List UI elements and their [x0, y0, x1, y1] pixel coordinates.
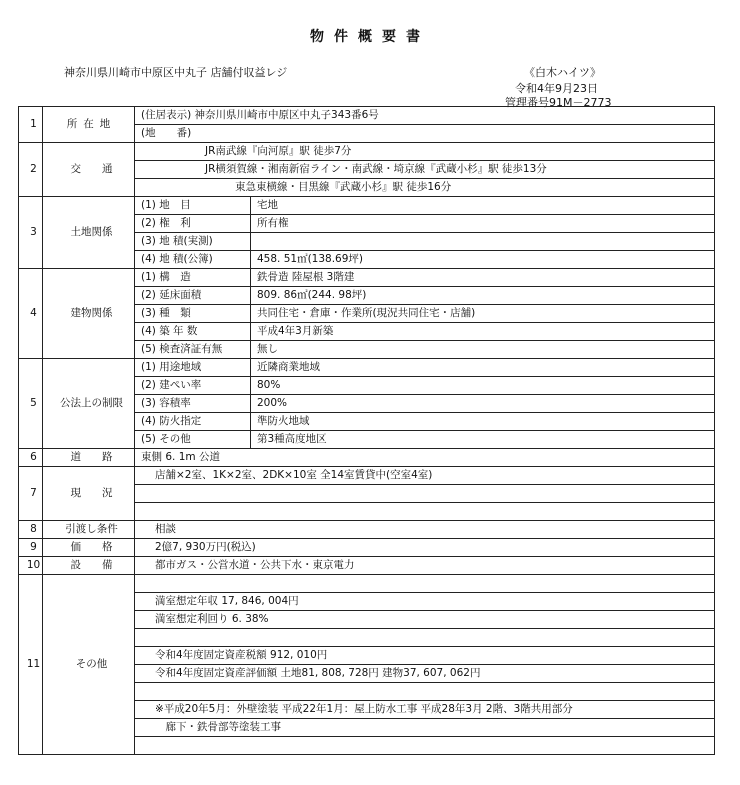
table-row	[19, 467, 715, 485]
item-value: 共同住宅・倉庫・作業所(現況共同住宅・店舗)	[251, 305, 715, 323]
item-key: (2) 権 利	[135, 215, 251, 233]
row-category: 公法上の制限	[43, 359, 135, 449]
table-row	[19, 449, 715, 467]
table-row	[19, 143, 715, 161]
table-row	[19, 575, 715, 593]
item-value: 近隣商業地域	[251, 359, 715, 377]
item-key: (4) 地 積(公簿)	[135, 251, 251, 269]
row-category: その他	[43, 575, 135, 755]
row-category: 現 況	[43, 467, 135, 521]
row-category: 建物関係	[43, 269, 135, 359]
item-value: 無し	[251, 341, 715, 359]
item-key: (1) 地 目	[135, 197, 251, 215]
item-key: (1) 用途地域	[135, 359, 251, 377]
item-value: 鉄骨造 陸屋根 3階建	[251, 269, 715, 287]
facilities-value: 都市ガス・公営水道・公共下水・東京電力	[135, 557, 715, 575]
item-key: (4) 防火指定	[135, 413, 251, 431]
row-category: 引渡し条件	[43, 521, 135, 539]
item-value: 458. 51㎡(138.69坪)	[251, 251, 715, 269]
other-line	[135, 683, 715, 701]
row-category: 価 格	[43, 539, 135, 557]
table-row	[19, 521, 715, 539]
row-number: 2	[19, 143, 43, 197]
row-number: 3	[19, 197, 43, 269]
item-key: (3) 地 積(実測)	[135, 233, 251, 251]
item-key: (2) 延床面積	[135, 287, 251, 305]
item-value: 第3種高度地区	[251, 431, 715, 449]
transport-line: JR南武線『向河原』駅 徒歩7分	[135, 143, 715, 161]
item-value: 平成4年3月新築	[251, 323, 715, 341]
table-row	[19, 107, 715, 125]
row-number: 7	[19, 467, 43, 521]
row-category: 道 路	[43, 449, 135, 467]
table-row	[19, 197, 715, 215]
other-line	[135, 737, 715, 755]
row-category: 設 備	[43, 557, 135, 575]
item-value	[251, 233, 715, 251]
item-value: 所有権	[251, 215, 715, 233]
item-key: (5) その他	[135, 431, 251, 449]
row-number: 4	[19, 269, 43, 359]
other-line: 満室想定年収 17, 846, 004円	[135, 593, 715, 611]
row-category: 交 通	[43, 143, 135, 197]
row-number: 1	[19, 107, 43, 143]
row-number: 6	[19, 449, 43, 467]
property-label: 神奈川県川崎市中原区中丸子 店舗付収益レジ	[64, 66, 288, 79]
row-number: 11	[19, 575, 43, 755]
other-line: 満室想定利回り 6. 38%	[135, 611, 715, 629]
row-number: 9	[19, 539, 43, 557]
item-key: (5) 検査済証有無	[135, 341, 251, 359]
road-value: 東側 6. 1m 公道	[135, 449, 715, 467]
management-number: 管理番号91M－2773	[505, 96, 612, 109]
other-line	[135, 575, 715, 593]
transport-line: JR横須賀線・湘南新宿ライン・南武線・埼京線『武蔵小杉』駅 徒歩13分	[135, 161, 715, 179]
item-key: (1) 構 造	[135, 269, 251, 287]
row-category: 所在地	[43, 107, 135, 143]
other-line: 令和4年度固定資産税額 912, 010円	[135, 647, 715, 665]
item-key: (2) 建ぺい率	[135, 377, 251, 395]
table-row	[19, 539, 715, 557]
transport-line: 東急東横線・目黒線『武蔵小杉』駅 徒歩16分	[135, 179, 715, 197]
current-status: 店舗×2室、1K×2室、2DK×10室 全14室賃貸中(空室4室)	[135, 467, 715, 485]
other-line	[135, 629, 715, 647]
row-category: 土地関係	[43, 197, 135, 269]
item-value: 80%	[251, 377, 715, 395]
other-line: 廊下・鉄骨部等塗装工事	[135, 719, 715, 737]
item-key: (3) 容積率	[135, 395, 251, 413]
property-summary-table	[18, 106, 715, 755]
address-lot: (地 番)	[135, 125, 715, 143]
item-value: 809. 86㎡(244. 98坪)	[251, 287, 715, 305]
item-value: 宅地	[251, 197, 715, 215]
item-key: (3) 種 類	[135, 305, 251, 323]
other-line: 令和4年度固定資産評価額 土地81, 808, 728円 建物37, 607, 062円	[135, 665, 715, 683]
other-line: ※平成20年5月：外壁塗装 平成22年1月：屋上防水工事 平成28年3月 2階、3階共用部分	[135, 701, 715, 719]
item-value: 200%	[251, 395, 715, 413]
blank-line	[135, 485, 715, 503]
document-title: 物件概要書	[310, 29, 430, 45]
row-number: 8	[19, 521, 43, 539]
blank-line	[135, 503, 715, 521]
property-name: 《白木ハイツ》	[524, 66, 601, 79]
item-key: (4) 築 年 数	[135, 323, 251, 341]
address-display: (住居表示) 神奈川県川崎市中原区中丸子343番6号	[135, 107, 715, 125]
row-number: 10	[19, 557, 43, 575]
delivery-value: 相談	[135, 521, 715, 539]
table-row	[19, 269, 715, 287]
row-number: 5	[19, 359, 43, 449]
price-value: 2億7, 930万円(税込)	[135, 539, 715, 557]
table-row	[19, 359, 715, 377]
item-value: 準防火地域	[251, 413, 715, 431]
document-date: 令和4年9月23日	[515, 82, 598, 95]
table-row	[19, 557, 715, 575]
